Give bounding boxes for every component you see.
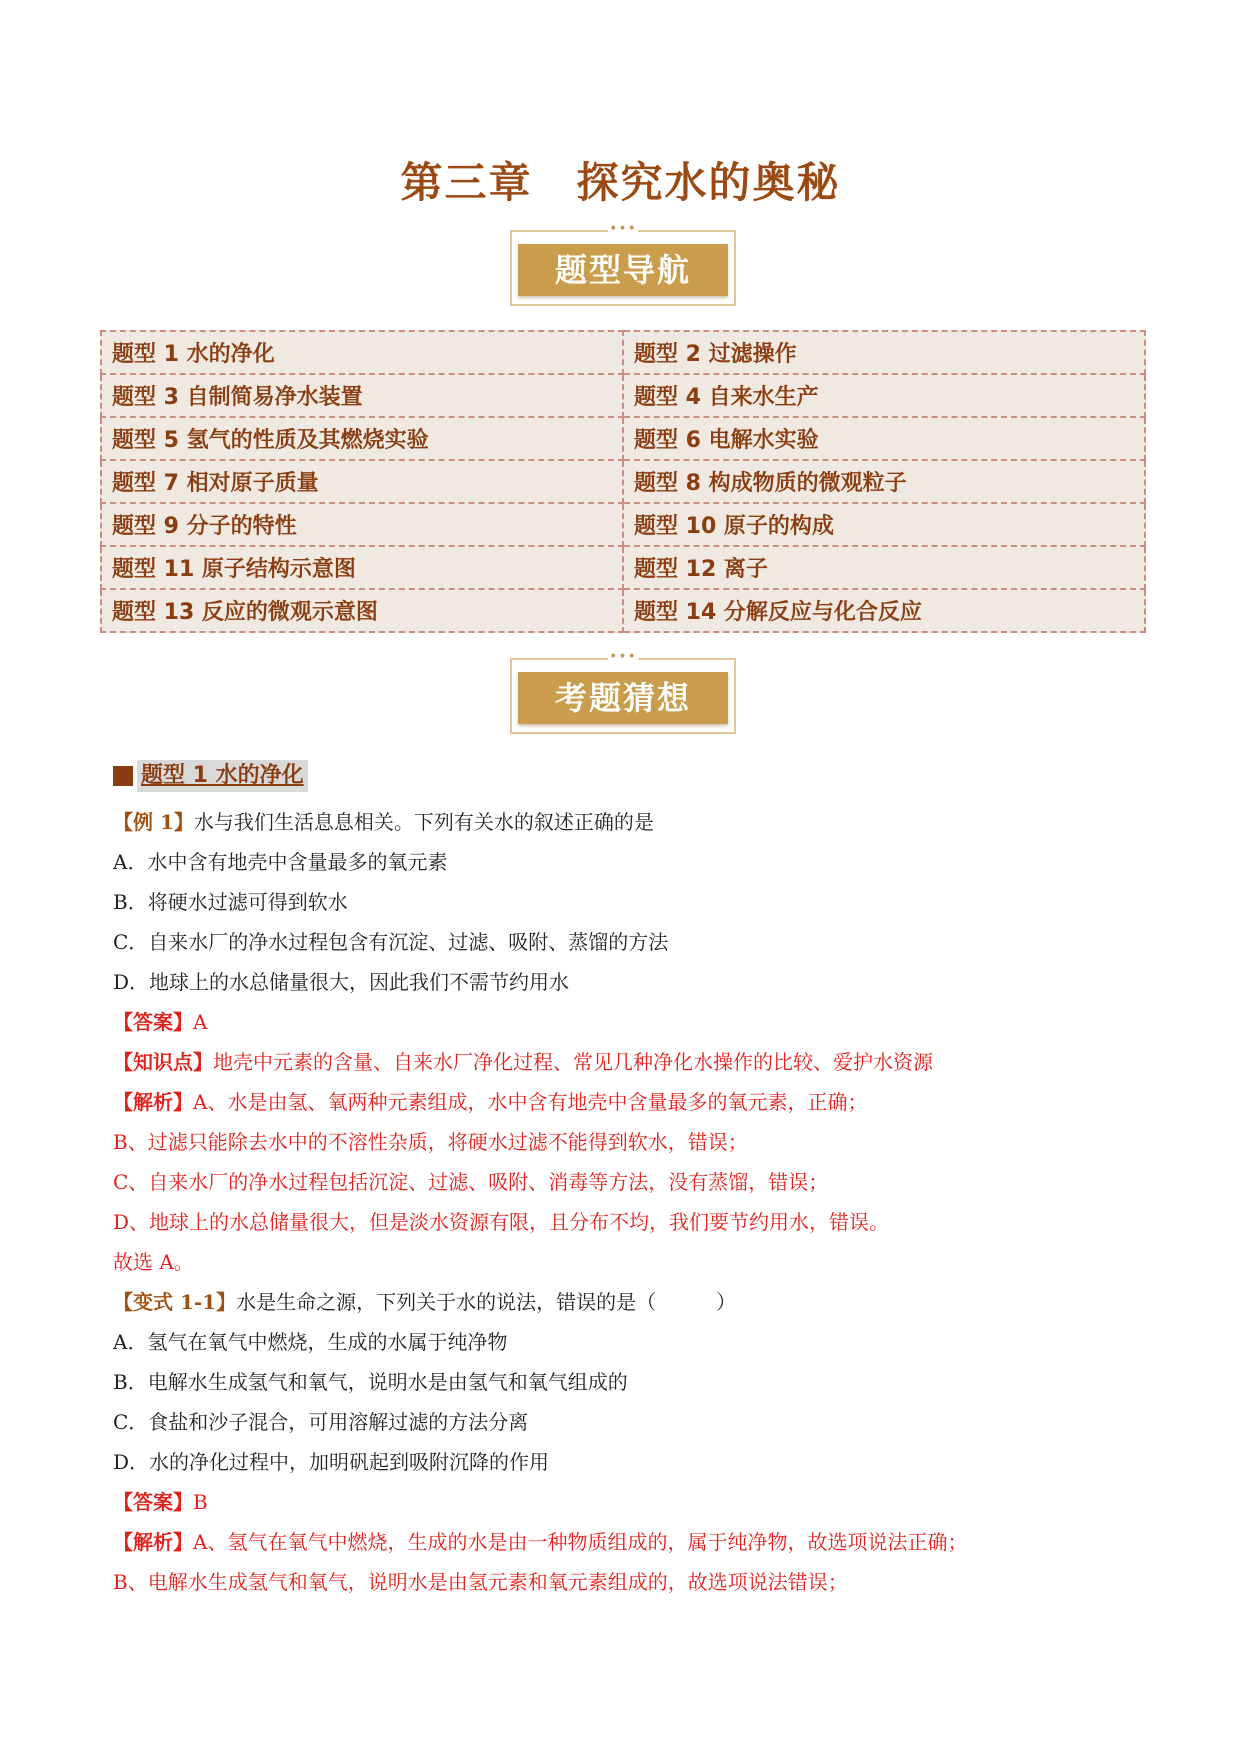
example-question-text: 水与我们生活息息相关。下列有关水的叙述正确的是 (193, 810, 654, 834)
example-analysis (113, 1082, 1133, 1122)
topic-nav-table (100, 330, 1146, 633)
page-title: 第三章 探究水的奥秘 (400, 158, 841, 207)
variant-answer (113, 1482, 1133, 1522)
option: A．水中含有地壳中含量最多的氧元素 (113, 850, 448, 874)
nav-topic-cell[interactable]: 题型 7 相对原子质量 (101, 460, 623, 503)
nav-topic-cell[interactable]: 题型 8 构成物质的微观粒子 (623, 460, 1145, 503)
nav-row (101, 503, 1145, 546)
analysis-tag: 【解析】 (113, 1530, 193, 1554)
nav-topic-cell[interactable]: 题型 13 反应的微观示意图 (101, 589, 623, 632)
analysis-line: B、过滤只能除去水中的不溶性杂质，将硬水过滤不能得到软水，错误； (113, 1130, 748, 1154)
section-heading (113, 760, 1133, 792)
example-knowledge (113, 1042, 1133, 1082)
nav-row (101, 417, 1145, 460)
guess-banner (510, 649, 736, 734)
nav-row (101, 374, 1145, 417)
nav-topic-cell[interactable]: 题型 3 自制简易净水装置 (101, 374, 623, 417)
nav-row (101, 546, 1145, 589)
nav-topic-cell[interactable]: 题型 2 过滤操作 (623, 331, 1145, 374)
nav-banner (510, 221, 736, 306)
nav-row (101, 589, 1145, 632)
nav-topic-cell[interactable]: 题型 12 离子 (623, 546, 1145, 589)
banner-dots: ••• (609, 221, 637, 237)
banner-dots: ••• (609, 649, 637, 665)
option: D．地球上的水总储量很大，因此我们不需节约用水 (113, 970, 570, 994)
content (113, 760, 1133, 1602)
conclusion: 故选 A。 (113, 1250, 194, 1274)
variant-analysis (113, 1522, 1133, 1562)
guess-banner-label: 考题猜想 (518, 672, 728, 724)
nav-topic-cell[interactable]: 题型 14 分解反应与化合反应 (623, 589, 1145, 632)
variant-question-text: 水是生命之源，下列关于水的说法，错误的是（ ） (236, 1290, 737, 1314)
example-answer (113, 1002, 1133, 1042)
nav-topic-cell[interactable]: 题型 10 原子的构成 (623, 503, 1145, 546)
option: D．水的净化过程中，加明矾起到吸附沉降的作用 (113, 1450, 550, 1474)
option: B．电解水生成氢气和氧气，说明水是由氢气和氧气组成的 (113, 1370, 628, 1394)
option: B．将硬水过滤可得到软水 (113, 890, 348, 914)
square-bullet-icon (113, 766, 133, 786)
option: C．自来水厂的净水过程包含有沉淀、过滤、吸附、蒸馏的方法 (113, 930, 669, 954)
answer-text: A (193, 1010, 208, 1034)
analysis-text: A、氢气在氧气中燃烧，生成的水是由一种物质组成的，属于纯净物，故选项说法正确； (193, 1530, 968, 1554)
nav-topic-cell[interactable]: 题型 9 分子的特性 (101, 503, 623, 546)
analysis-tag: 【解析】 (113, 1090, 193, 1114)
section-heading-text: 题型 1 水的净化 (137, 760, 308, 792)
nav-topic-cell[interactable]: 题型 4 自来水生产 (623, 374, 1145, 417)
answer-tag: 【答案】 (113, 1010, 193, 1034)
nav-topic-cell[interactable]: 题型 5 氢气的性质及其燃烧实验 (101, 417, 623, 460)
knowledge-tag: 【知识点】 (113, 1050, 213, 1074)
variant-question (113, 1282, 1133, 1322)
nav-topic-cell[interactable]: 题型 11 原子结构示意图 (101, 546, 623, 589)
analysis-line: D、地球上的水总储量很大，但是淡水资源有限，且分布不均，我们要节约用水，错误。 (113, 1210, 890, 1234)
answer-tag: 【答案】 (113, 1490, 193, 1514)
variant-tag: 【变式 1-1】 (113, 1290, 237, 1314)
analysis-text: A、水是由氢、氧两种元素组成，水中含有地壳中含量最多的氧元素，正确； (193, 1090, 868, 1114)
option: C．食盐和沙子混合，可用溶解过滤的方法分离 (113, 1410, 529, 1434)
nav-topic-cell[interactable]: 题型 6 电解水实验 (623, 417, 1145, 460)
nav-banner-label: 题型导航 (518, 244, 728, 296)
example-question (113, 802, 1133, 842)
analysis-line: B、电解水生成氢气和氧气，说明水是由氢元素和氧元素组成的，故选项说法错误； (113, 1570, 848, 1594)
example-tag: 【例 1】 (113, 810, 194, 834)
answer-text: B (193, 1490, 208, 1514)
nav-row (101, 331, 1145, 374)
nav-row (101, 460, 1145, 503)
knowledge-text: 地壳中元素的含量、自来水厂净化过程、常见几种净化水操作的比较、爱护水资源 (213, 1050, 933, 1074)
option: A．氢气在氧气中燃烧，生成的水属于纯净物 (113, 1330, 508, 1354)
nav-topic-cell[interactable]: 题型 1 水的净化 (101, 331, 623, 374)
analysis-line: C、自来水厂的净水过程包括沉淀、过滤、吸附、消毒等方法，没有蒸馏，错误； (113, 1170, 829, 1194)
